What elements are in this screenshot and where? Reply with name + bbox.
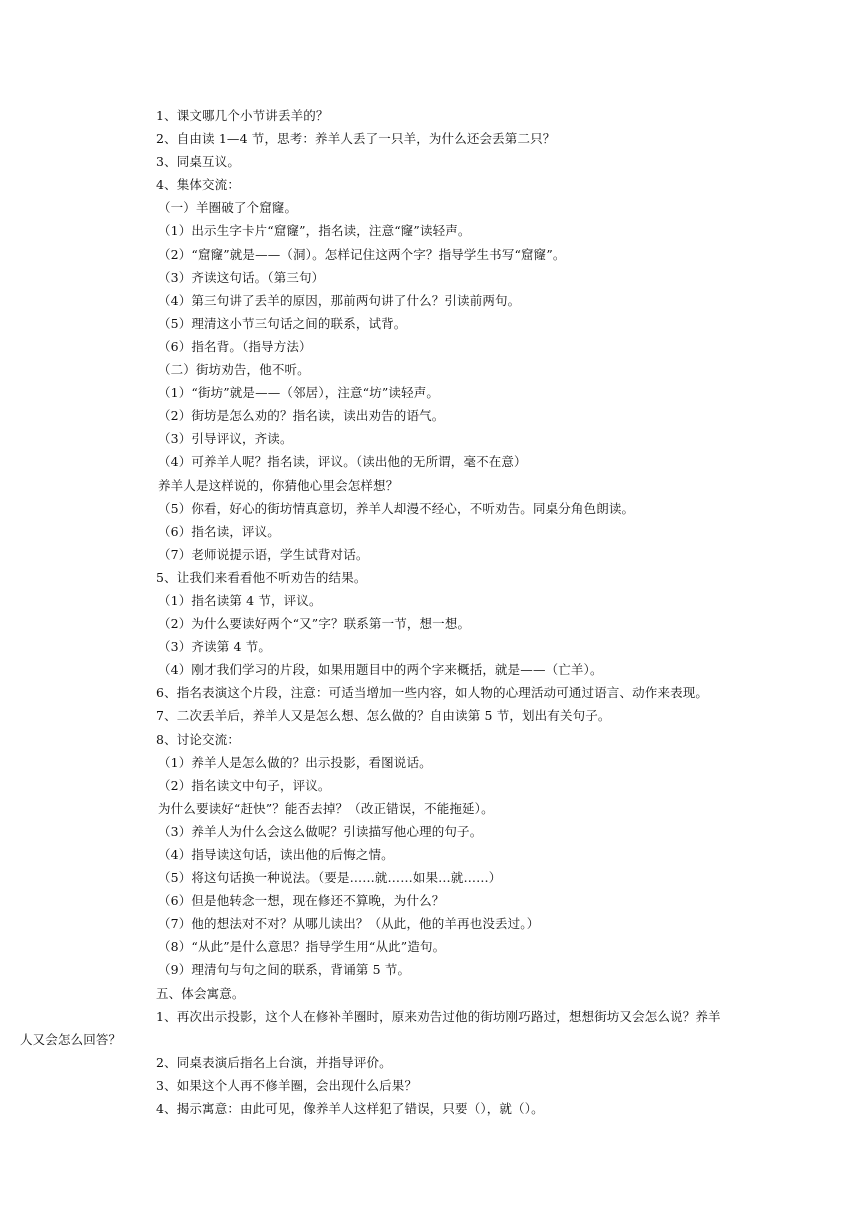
text-line: （一）羊圈破了个窟窿。: [158, 200, 298, 216]
text-line: （1）“街坊”就是——（邻居），注意“坊”读轻声。: [158, 385, 440, 401]
text-line: 2、自由读 1—4 节，思考：养羊人丢了一只羊，为什么还会丢第二只？: [156, 131, 556, 147]
text-line: （2）街坊是怎么劝的？指名读，读出劝告的语气。: [158, 408, 445, 424]
text-line: （3）齐读这句话。（第三句）: [158, 269, 325, 285]
text-line: （5）将这句话换一种说法。（要是……就……如果…就……）: [158, 870, 502, 886]
text-line: （5）你看，好心的街坊情真意切，养羊人却漫不经心，不听劝告。同桌分角色朗读。: [158, 500, 635, 516]
text-line: （1）养羊人是怎么做的？出示投影，看图说话。: [158, 754, 432, 770]
text-line: （二）街坊劝告，他不听。: [158, 362, 310, 378]
text-line: （4）第三句讲了丢羊的原因，那前两句讲了什么？引读前两句。: [158, 292, 521, 308]
text-line: 养羊人是这样说的，你猜他心里会怎样想？: [158, 477, 399, 493]
text-line: （1）指名读第 4 节，评议。: [158, 592, 322, 608]
text-line: 6、指名表演这个片段，注意：可适当增加一些内容，如人物的心理活动可通过语言、动作来表现。: [156, 685, 709, 701]
text-line: （8）“从此”是什么意思？指导学生用“从此”造句。: [158, 939, 446, 955]
text-line: 5、让我们来看看他不听劝告的结果。: [156, 569, 367, 585]
text-line: （3）养羊人为什么会这么做呢？引读描写他心理的句子。: [158, 823, 483, 839]
text-line: 1、再次出示投影，这个人在修补羊圈时，原来劝告过他的街坊刚巧路过，想想街坊又会怎么说？养羊: [156, 1008, 721, 1024]
text-line: （6）指名背。（指导方法）: [158, 338, 312, 354]
text-line: （3）引导评议，齐读。: [158, 431, 293, 447]
text-line: （6）指名读，评议。: [158, 523, 280, 539]
text-line: 7、二次丢羊后，养羊人又是怎么想、怎么做的？自由读第 5 节，划出有关句子。: [156, 708, 611, 724]
text-line: 4、揭示寓意：由此可见，像养羊人这样犯了错误，只要（），就（）。: [156, 1101, 544, 1117]
text-line: （6）但是他转念一想，现在修还不算晚，为什么？: [158, 893, 445, 909]
text-line: 8、讨论交流：: [156, 731, 241, 747]
text-line: 五、体会寓意。: [156, 985, 245, 1001]
text-line: （4）刚才我们学习的片段，如果用题目中的两个字来概括，就是——（亡羊）。: [158, 662, 603, 678]
document-body: [20, 104, 746, 1120]
text-line: （2）为什么要读好两个“又”字？联系第一节，想一想。: [158, 616, 471, 632]
text-line: （7）他的想法对不对？从哪儿读出？（从此，他的羊再也没丢过。）: [158, 916, 540, 932]
text-line: （7）老师说提示语，学生试背对话。: [158, 546, 369, 562]
text-line: 人又会怎么回答？: [20, 1031, 122, 1047]
text-line: （2）“窟窿”就是——（洞）。怎样记住这两个字？指导学生书写“窟窿”。: [158, 246, 566, 262]
text-line: 为什么要读好“赶快”？能否去掉？（改正错误，不能拖延）。: [158, 800, 494, 816]
text-line: （1）出示生字卡片“窟窿”，指名读，注意“窿”读轻声。: [158, 223, 471, 239]
text-line: 3、如果这个人再不修羊圈，会出现什么后果？: [156, 1077, 418, 1093]
text-line: （4）可养羊人呢？指名读，评议。（读出他的无所谓，毫不在意）: [158, 454, 527, 470]
text-line: （5）理清这小节三句话之间的联系，试背。: [158, 315, 407, 331]
text-line: 2、同桌表演后指名上台演，并指导评价。: [156, 1054, 392, 1070]
text-line: （4）指导读这句话，读出他的后悔之情。: [158, 847, 394, 862]
text-line: （2）指名读文中句子，评议。: [158, 777, 331, 793]
text-line: 3、同桌互议。: [156, 154, 241, 170]
text-line: （3）齐读第 4 节。: [158, 639, 272, 655]
text-line: 1、课文哪几个小节讲丢羊的？: [156, 108, 329, 123]
text-line: 4、集体交流：: [156, 177, 241, 193]
text-line: （9）理清句与句之间的联系，背诵第 5 节。: [158, 962, 411, 978]
